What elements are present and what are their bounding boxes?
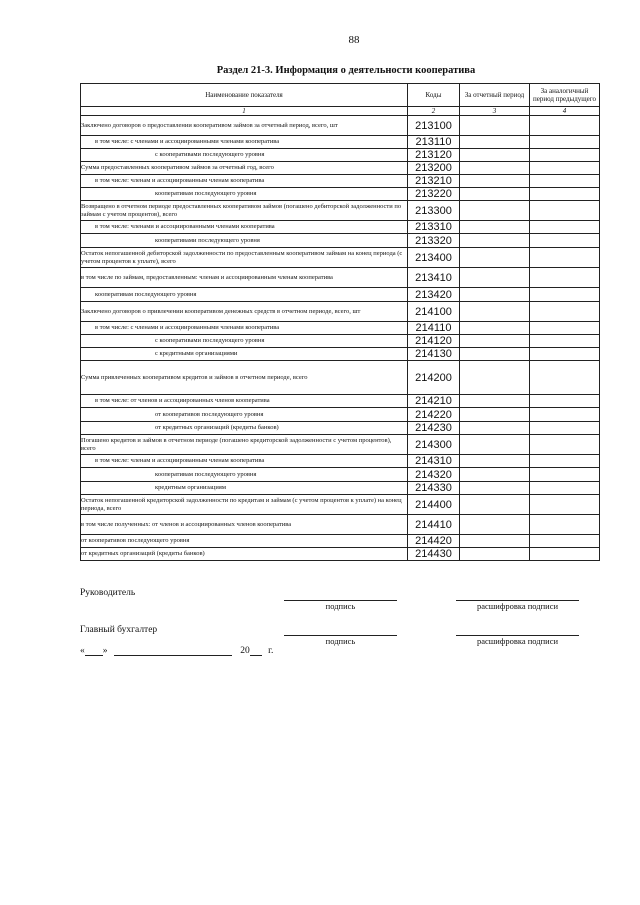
row-code: 214400	[408, 495, 460, 515]
row-current-value[interactable]	[460, 248, 530, 268]
table-row	[81, 302, 600, 322]
row-current-value[interactable]	[460, 361, 530, 395]
col-number-2: 2	[408, 107, 460, 116]
row-code: 213420	[408, 288, 460, 302]
header-name: Наименование показателя	[81, 84, 408, 107]
table-row	[81, 482, 600, 495]
row-code: 214320	[408, 468, 460, 482]
table-row	[81, 395, 600, 408]
row-name: от кооперативов последующего уровня	[81, 408, 408, 422]
row-previous-value[interactable]	[530, 268, 600, 288]
row-name: кооперативам последующего уровня	[81, 288, 408, 302]
row-current-value[interactable]	[460, 149, 530, 162]
table-row	[81, 535, 600, 548]
row-previous-value[interactable]	[530, 455, 600, 468]
row-name: Остаток непогашенной кредиторской задолженности по кредитам и займам (с учетом процентов к уплате) на конец периода, всего	[81, 495, 408, 515]
row-current-value[interactable]	[460, 302, 530, 322]
row-previous-value[interactable]	[530, 116, 600, 136]
table-row	[81, 435, 600, 455]
row-name: кооперативам последующего уровня	[81, 468, 408, 482]
row-current-value[interactable]	[460, 175, 530, 188]
header-codes: Коды	[408, 84, 460, 107]
row-name: Погашено кредитов и займов в отчетном периоде (погашено кредиторской задолженности с учетом процентов), всего	[81, 435, 408, 455]
row-previous-value[interactable]	[530, 435, 600, 455]
row-current-value[interactable]	[460, 395, 530, 408]
accountant-decoding-caption: расшифровка подписи	[476, 636, 559, 646]
row-code: 214430	[408, 548, 460, 561]
head-decoding-caption: расшифровка подписи	[476, 601, 559, 611]
row-code: 214230	[408, 422, 460, 435]
row-name: с кооперативами последующего уровня	[81, 335, 408, 348]
row-previous-value[interactable]	[530, 302, 600, 322]
row-current-value[interactable]	[460, 348, 530, 361]
table-row	[81, 495, 600, 515]
row-name: кооперативам последующего уровня	[81, 188, 408, 201]
row-code: 213120	[408, 149, 460, 162]
row-name: Сумма предоставленных кооперативом займов за отчетный год, всего	[81, 162, 408, 175]
row-current-value[interactable]	[460, 408, 530, 422]
row-name: с кредитными организациями	[81, 348, 408, 361]
table-row	[81, 188, 600, 201]
row-code: 214300	[408, 435, 460, 455]
row-previous-value[interactable]	[530, 468, 600, 482]
row-code: 214410	[408, 515, 460, 535]
row-name: в том числе по займам, предоставленным: членам и ассоциированным членам кооператива	[81, 268, 408, 288]
row-code: 213400	[408, 248, 460, 268]
row-previous-value[interactable]	[530, 221, 600, 234]
table-row	[81, 335, 600, 348]
row-current-value[interactable]	[460, 455, 530, 468]
row-code: 214130	[408, 348, 460, 361]
accountant-label: Главный бухгалтер	[80, 625, 158, 635]
row-previous-value[interactable]	[530, 335, 600, 348]
table-row	[81, 248, 600, 268]
row-previous-value[interactable]	[530, 248, 600, 268]
row-previous-value[interactable]	[530, 422, 600, 435]
table-row	[81, 288, 600, 302]
row-code: 213110	[408, 136, 460, 149]
table-row	[81, 268, 600, 288]
row-name: в том числе: членам и ассоциированным членам кооператива	[81, 175, 408, 188]
row-current-value[interactable]	[460, 162, 530, 175]
row-current-value[interactable]	[460, 435, 530, 455]
row-current-value[interactable]	[460, 335, 530, 348]
row-code: 213210	[408, 175, 460, 188]
row-previous-value[interactable]	[530, 361, 600, 395]
row-current-value[interactable]	[460, 322, 530, 335]
row-name: в том числе: членам и ассоциированным членам кооператива	[81, 455, 408, 468]
row-code: 214330	[408, 482, 460, 495]
row-code: 214310	[408, 455, 460, 468]
row-code: 213410	[408, 268, 460, 288]
col-number-3: 3	[460, 107, 530, 116]
row-name: с кооперативами последующего уровня	[81, 149, 408, 162]
row-code: 213310	[408, 221, 460, 234]
table-row	[81, 116, 600, 136]
row-previous-value[interactable]	[530, 322, 600, 335]
row-current-value[interactable]	[460, 548, 530, 561]
col-number-1: 1	[81, 107, 408, 116]
date-close-quote: »	[102, 646, 108, 656]
row-name: Заключено договоров о предоставлении кооперативом займов за отчетный период, всего, шт	[81, 116, 408, 136]
row-previous-value[interactable]	[530, 495, 600, 515]
row-current-value[interactable]	[460, 495, 530, 515]
row-name: кооперативами последующего уровня	[81, 234, 408, 248]
row-code: 214210	[408, 395, 460, 408]
section-title: Раздел 21-3. Информация о деятельности кооператива	[216, 65, 476, 76]
table-row	[81, 422, 600, 435]
report-table	[80, 83, 600, 561]
row-current-value[interactable]	[460, 422, 530, 435]
date-day-field[interactable]	[85, 655, 103, 656]
row-current-value[interactable]	[460, 116, 530, 136]
row-name: Остаток непогашенной дебиторской задолженности по предоставленным кооперативом займам на конец периода (с учетом процентов к уплате), всего	[81, 248, 408, 268]
row-code: 213100	[408, 116, 460, 136]
row-current-value[interactable]	[460, 515, 530, 535]
row-code: 214100	[408, 302, 460, 322]
table-row	[81, 201, 600, 221]
row-previous-value[interactable]	[530, 535, 600, 548]
row-code: 213300	[408, 201, 460, 221]
row-current-value[interactable]	[460, 482, 530, 495]
row-name: Сумма привлеченных кооперативом кредитов и займов в отчетном периоде, всего	[81, 361, 408, 395]
header-previous-period: За аналогичный период предыдущего	[530, 84, 600, 107]
table-row	[81, 175, 600, 188]
row-previous-value[interactable]	[530, 515, 600, 535]
header-current-period: За отчетный период	[460, 84, 530, 107]
table-row	[81, 548, 600, 561]
row-current-value[interactable]	[460, 201, 530, 221]
row-current-value[interactable]	[460, 136, 530, 149]
row-previous-value[interactable]	[530, 408, 600, 422]
row-previous-value[interactable]	[530, 548, 600, 561]
date-year-prefix: 20	[240, 646, 250, 656]
table-row	[81, 468, 600, 482]
date-open-quote: «	[80, 646, 85, 656]
date-row	[80, 646, 273, 656]
table-row	[81, 455, 600, 468]
row-current-value[interactable]	[460, 268, 530, 288]
table-row	[81, 136, 600, 149]
row-previous-value[interactable]	[530, 482, 600, 495]
date-year-suffix: г.	[268, 646, 274, 656]
head-label: Руководитель	[80, 588, 136, 598]
row-previous-value[interactable]	[530, 288, 600, 302]
row-name: от кооперативов последующего уровня	[81, 535, 408, 548]
col-number-4: 4	[530, 107, 600, 116]
row-code: 214120	[408, 335, 460, 348]
table-row	[81, 149, 600, 162]
row-name: в том числе: с членами и ассоциированными членами кооператива	[81, 136, 408, 149]
table-row	[81, 221, 600, 234]
row-current-value[interactable]	[460, 535, 530, 548]
table-row	[81, 408, 600, 422]
row-name: в том числе: членами и ассоциированными членами кооператива	[81, 221, 408, 234]
row-code: 213220	[408, 188, 460, 201]
head-signature-caption: подпись	[325, 601, 356, 611]
row-current-value[interactable]	[460, 288, 530, 302]
row-current-value[interactable]	[460, 468, 530, 482]
table-row	[81, 162, 600, 175]
row-previous-value[interactable]	[530, 201, 600, 221]
row-code: 214420	[408, 535, 460, 548]
row-name: Возвращено в отчетном периоде предоставленных кооперативом займов (погашено дебиторской задолженности по займам с учетом процентов), всего	[81, 201, 408, 221]
row-name: Заключено договоров о привлечении кооперативом денежных средств в отчетном периоде, всего, шт	[81, 302, 408, 322]
row-previous-value[interactable]	[530, 175, 600, 188]
row-code: 214220	[408, 408, 460, 422]
date-month-field[interactable]	[114, 655, 232, 656]
row-code: 214110	[408, 322, 460, 335]
row-previous-value[interactable]	[530, 348, 600, 361]
row-previous-value[interactable]	[530, 395, 600, 408]
accountant-signature-caption: подпись	[325, 636, 356, 646]
row-code: 213200	[408, 162, 460, 175]
row-name: от кредитных организаций (кредиты банков)	[81, 422, 408, 435]
table-row	[81, 234, 600, 248]
row-previous-value[interactable]	[530, 162, 600, 175]
row-name: в том числе: от членов и ассоциированных членов кооператива	[81, 395, 408, 408]
row-previous-value[interactable]	[530, 188, 600, 201]
row-current-value[interactable]	[460, 188, 530, 201]
table-row	[81, 515, 600, 535]
page-number: 88	[348, 34, 360, 46]
row-name: в том числе полученных: от членов и ассоциированных членов кооператива	[81, 515, 408, 535]
row-code: 214200	[408, 361, 460, 395]
row-previous-value[interactable]	[530, 136, 600, 149]
date-year-field[interactable]	[250, 655, 262, 656]
table-row	[81, 322, 600, 335]
row-name: в том числе: с членами и ассоциированными членами кооператива	[81, 322, 408, 335]
row-code: 213320	[408, 234, 460, 248]
row-previous-value[interactable]	[530, 149, 600, 162]
row-name: кредитным организациям	[81, 482, 408, 495]
row-current-value[interactable]	[460, 221, 530, 234]
row-current-value[interactable]	[460, 234, 530, 248]
table-row	[81, 361, 600, 395]
row-name: от кредитных организаций (кредиты банков)	[81, 548, 408, 561]
table-row	[81, 348, 600, 361]
row-previous-value[interactable]	[530, 234, 600, 248]
